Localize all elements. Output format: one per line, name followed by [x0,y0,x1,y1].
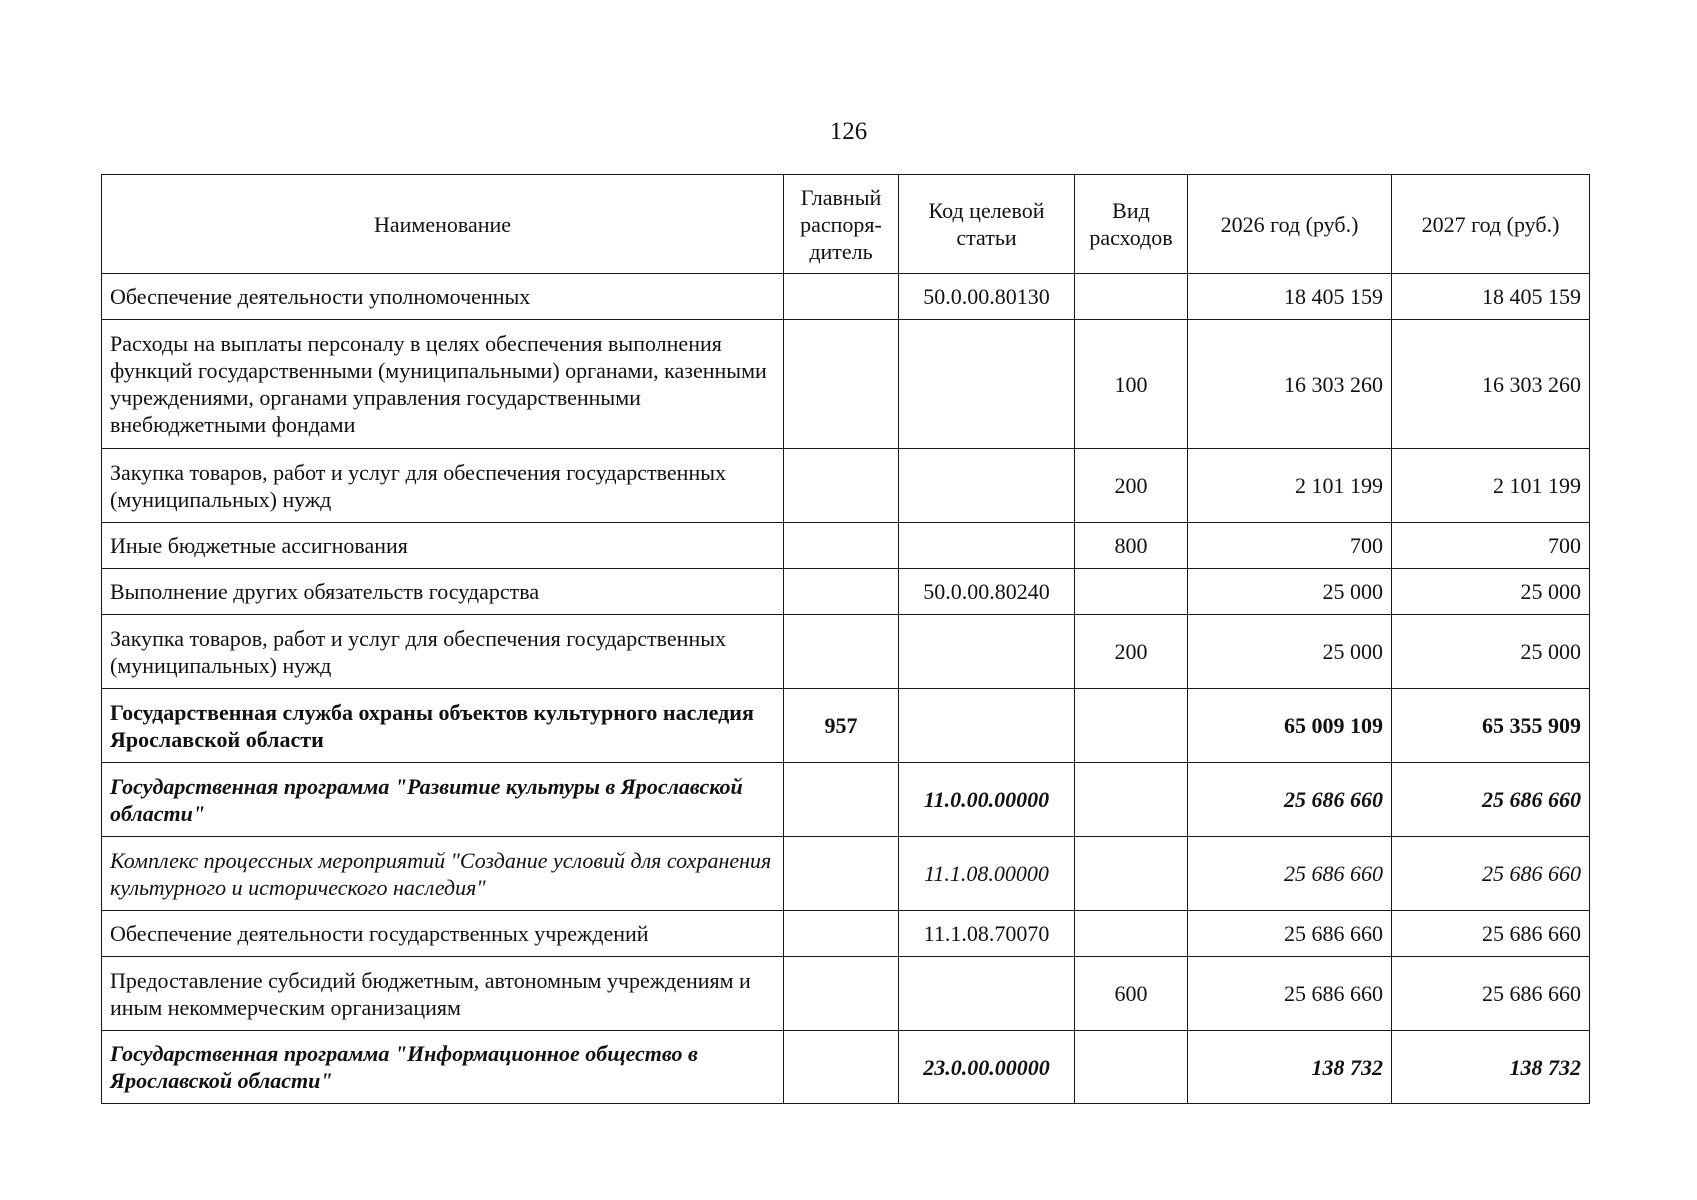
row-2027: 2 101 199 [1392,449,1590,523]
header-year-2026: 2026 год (руб.) [1188,175,1392,274]
row-2026: 18 405 159 [1188,274,1392,320]
row-code: 11.1.08.00000 [899,837,1075,911]
row-code: 23.0.00.00000 [899,1031,1075,1104]
row-name: Предоставление субсидий бюджетным, автономным учреждениям и иным некоммерческим организациям [102,957,784,1031]
row-manager [784,1031,899,1104]
row-expense-type [1075,837,1188,911]
row-2027: 25 686 660 [1392,911,1590,957]
row-expense-type [1075,689,1188,763]
row-2026: 700 [1188,523,1392,569]
table-row [102,274,1590,320]
row-name: Государственная программа "Развитие культуры в Ярославской области" [102,763,784,837]
row-name: Государственная программа "Информационное общество в Ярославской области" [102,1031,784,1104]
row-expense-type [1075,569,1188,615]
table-row [102,763,1590,837]
row-expense-type [1075,911,1188,957]
table-row [102,837,1590,911]
row-code: 11.0.00.00000 [899,763,1075,837]
row-manager [784,449,899,523]
row-2026: 65 009 109 [1188,689,1392,763]
header-name: Наименование [102,175,784,274]
row-manager: 957 [784,689,899,763]
row-code: 50.0.00.80130 [899,274,1075,320]
row-name: Выполнение других обязательств государства [102,569,784,615]
table-row [102,1031,1590,1104]
row-2027: 25 686 660 [1392,763,1590,837]
row-expense-type: 100 [1075,320,1188,449]
row-name: Обеспечение деятельности государственных учреждений [102,911,784,957]
row-2027: 138 732 [1392,1031,1590,1104]
row-name: Обеспечение деятельности уполномоченных [102,274,784,320]
row-manager [784,957,899,1031]
row-2026: 25 686 660 [1188,911,1392,957]
row-expense-type [1075,1031,1188,1104]
row-expense-type: 600 [1075,957,1188,1031]
table-header-row [102,175,1590,274]
row-name: Расходы на выплаты персоналу в целях обеспечения выполнения функций государственными (муниципальными) органами, казенными учреждениями, органами управления государственными внебюджетными фондами [102,320,784,449]
row-code [899,957,1075,1031]
row-2027: 16 303 260 [1392,320,1590,449]
row-2027: 25 000 [1392,569,1590,615]
row-2027: 65 355 909 [1392,689,1590,763]
table-row [102,911,1590,957]
row-manager [784,763,899,837]
table-row [102,957,1590,1031]
row-2026: 2 101 199 [1188,449,1392,523]
row-manager [784,274,899,320]
row-2026: 25 686 660 [1188,957,1392,1031]
row-2027: 25 686 660 [1392,837,1590,911]
row-2027: 18 405 159 [1392,274,1590,320]
row-code: 50.0.00.80240 [899,569,1075,615]
row-code [899,320,1075,449]
row-code [899,449,1075,523]
row-name: Комплекс процессных мероприятий "Создание условий для сохранения культурного и исторического наследия" [102,837,784,911]
header-expense-type: Вид расходов [1075,175,1188,274]
row-name: Государственная служба охраны объектов культурного наследия Ярославской области [102,689,784,763]
page-number: 126 [829,118,868,145]
header-manager: Главный распоря-дитель [784,175,899,274]
row-code [899,689,1075,763]
row-manager [784,615,899,689]
row-code [899,523,1075,569]
row-2026: 25 686 660 [1188,763,1392,837]
row-expense-type: 200 [1075,449,1188,523]
table-row [102,523,1590,569]
row-2026: 25 686 660 [1188,837,1392,911]
row-manager [784,569,899,615]
table-row [102,449,1590,523]
row-2027: 25 000 [1392,615,1590,689]
row-name: Иные бюджетные ассигнования [102,523,784,569]
row-2026: 25 000 [1188,569,1392,615]
row-2026: 16 303 260 [1188,320,1392,449]
row-manager [784,837,899,911]
table-row [102,320,1590,449]
row-2026: 25 000 [1188,615,1392,689]
header-code: Код целевой статьи [899,175,1075,274]
row-2027: 700 [1392,523,1590,569]
row-2026: 138 732 [1188,1031,1392,1104]
table-row [102,569,1590,615]
row-code: 11.1.08.70070 [899,911,1075,957]
row-expense-type: 800 [1075,523,1188,569]
row-2027: 25 686 660 [1392,957,1590,1031]
row-name: Закупка товаров, работ и услуг для обеспечения государственных (муниципальных) нужд [102,449,784,523]
row-manager [784,320,899,449]
row-manager [784,911,899,957]
row-code [899,615,1075,689]
table-row [102,689,1590,763]
row-expense-type [1075,763,1188,837]
header-year-2027: 2027 год (руб.) [1392,175,1590,274]
row-expense-type [1075,274,1188,320]
row-name: Закупка товаров, работ и услуг для обеспечения государственных (муниципальных) нужд [102,615,784,689]
row-expense-type: 200 [1075,615,1188,689]
budget-table [101,174,1590,1104]
row-manager [784,523,899,569]
table-row [102,615,1590,689]
